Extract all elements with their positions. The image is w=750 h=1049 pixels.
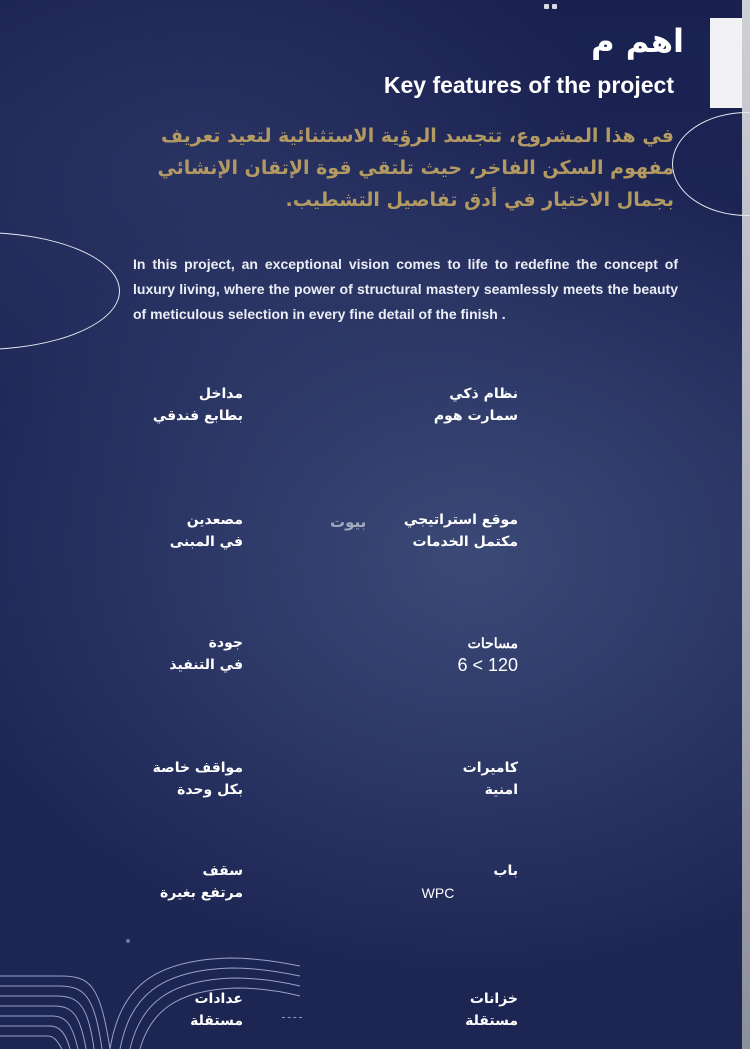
decorative-arc-left <box>0 232 120 350</box>
feature-subtitle: WPC <box>421 885 455 901</box>
feature-title: مساحات <box>467 635 518 651</box>
feature-areas <box>358 632 518 676</box>
feature-subtitle: امنية <box>484 782 518 798</box>
feature-elevators <box>103 509 243 553</box>
top-tab <box>710 18 742 108</box>
feature-subtitle: بطابع فندقي <box>152 408 243 424</box>
feature-title: خزانات <box>469 991 518 1007</box>
feature-location <box>358 509 518 553</box>
decorative-wave-lines <box>0 950 300 1049</box>
intro-arabic: في هذا المشروع، تتجسد الرؤية الاستثنائية لتعيد تعريف مفهوم السكن الفاخر، حيث تلتقي قوة الإتقان الإنشائي بجمال الاختيار في أدق تفاصيل التشطيب. <box>157 125 674 211</box>
feature-tanks <box>358 988 518 1032</box>
intro-english: In this project, an exceptional vision comes to life to redefine the concept of luxury living, where the power of structural mastery seamlessly meets the beauty of meticulous selection in every fine detail of the finish . <box>133 256 678 322</box>
feature-subtitle: مكتمل الخدمات <box>412 534 518 550</box>
feature-title: نظام ذكي <box>449 386 518 402</box>
feature-subtitle: 6 < 120 <box>457 655 518 675</box>
feature-title: جودة <box>208 635 243 651</box>
feature-title: باب <box>493 863 518 879</box>
decorative-dot <box>126 939 130 943</box>
feature-door <box>358 860 518 904</box>
feature-subtitle: بكل وحدة <box>177 782 243 798</box>
feature-cameras <box>358 757 518 801</box>
page-title-arabic: اهم م <box>591 22 684 60</box>
feature-title: كاميرات <box>462 760 518 776</box>
decorative-arc-right <box>672 112 750 216</box>
feature-subtitle: في التنفيذ <box>169 657 243 673</box>
feature-parking <box>103 757 243 801</box>
feature-subtitle: مستقلة <box>190 1013 243 1029</box>
feature-title: موقع استراتيجي <box>403 512 518 528</box>
feature-entrances <box>103 383 243 427</box>
page-dots <box>544 4 557 9</box>
feature-title: مواقف خاصة <box>152 760 243 776</box>
feature-quality <box>103 632 243 676</box>
feature-title: سقف <box>202 863 243 879</box>
feature-subtitle: مستقلة <box>465 1013 518 1029</box>
feature-title: مصعدين <box>186 512 243 528</box>
feature-title: مداخل <box>198 386 243 402</box>
feature-ceiling <box>103 860 243 904</box>
feature-smart-system <box>358 383 518 427</box>
feature-title: عدادات <box>194 991 243 1007</box>
watermark-logo: بيوت <box>330 513 367 531</box>
feature-subtitle: في المبنى <box>169 534 243 550</box>
feature-subtitle: مرتفع بغيرة <box>160 885 243 901</box>
feature-subtitle: سمارت هوم <box>433 408 518 424</box>
page-title-english: Key features of the project <box>383 72 674 98</box>
